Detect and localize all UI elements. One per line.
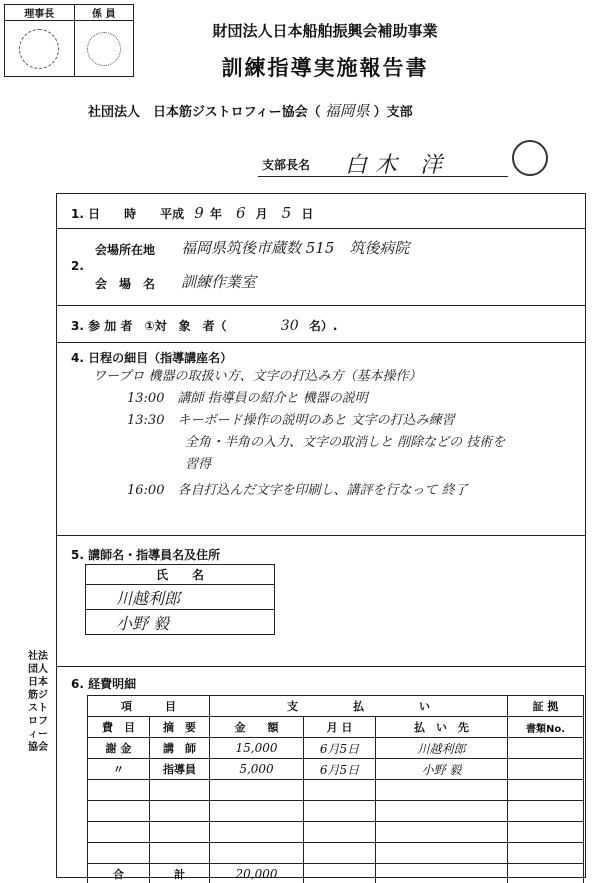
section-participants (56, 305, 586, 343)
approval-header-director: 理事長 (5, 5, 75, 21)
page-title: 訓練指導実施報告書 (221, 56, 429, 80)
branch-prefecture: 福岡県 (324, 102, 370, 120)
cell-date: 6月5日 (304, 738, 376, 759)
participants-count: 30 (280, 318, 299, 334)
section-instructors (56, 535, 586, 667)
total-row (88, 864, 584, 883)
instructor-name: 小野 毅 (86, 610, 275, 635)
date-month: 6 (236, 204, 246, 222)
expense-table (87, 695, 584, 883)
director-seal-cell (5, 21, 75, 77)
schedule-line: 習得 (185, 457, 212, 472)
approval-header-staff: 係 員 (74, 5, 133, 21)
cell-description: 講 師 (150, 738, 210, 759)
participants-unit: 名）. (308, 319, 338, 333)
personal-seal-icon (512, 140, 548, 176)
month-unit: 月 (255, 207, 268, 221)
venue-label: 会 場 名 (95, 277, 156, 291)
branch-head-name: 白木 洋 (345, 153, 450, 178)
section-expenses (56, 666, 586, 881)
header-payment: 支 払 い (210, 696, 508, 717)
header-evidence: 証 拠 (508, 696, 584, 717)
cell-payee: 小野 毅 (376, 759, 508, 780)
year-unit: 年 (209, 207, 222, 221)
subheader-amount: 金 額 (210, 717, 304, 738)
approval-box (4, 4, 134, 77)
total-label-2: 計 (150, 864, 210, 883)
organizer-line: 財団法人日本船舶振興会補助事業 (212, 22, 438, 40)
instructors-label: 5. 講師名・指導員名及住所 (71, 548, 221, 562)
staff-seal-icon (87, 32, 121, 66)
section-schedule (56, 342, 586, 536)
schedule-line: 16:00 各自打込んだ文字を印刷し、講評を行なって 終了 (127, 483, 468, 498)
total-amount: 20,000 (210, 864, 304, 883)
participants-label: 3. 参 加 者 ①対 象 者（ (71, 319, 227, 333)
table-row (88, 759, 584, 780)
cell-description: 指導員 (150, 759, 210, 780)
address-value: 福岡県筑後市蔵数 515 筑後病院 (181, 239, 410, 257)
subheader-category: 費 目 (88, 717, 150, 738)
subheader-payee: 払 い 先 (376, 717, 508, 738)
date-year: 9 (194, 204, 204, 222)
table-row-empty (88, 801, 584, 822)
cell-doc-no (508, 759, 584, 780)
instructor-name: 川越利郎 (86, 585, 275, 610)
staff-seal-cell (74, 21, 133, 77)
cell-payee: 川越利郎 (376, 738, 508, 759)
cell-amount: 15,000 (210, 738, 304, 759)
schedule-line: ワープロ 機器の取扱い方、文字の打込み方（基本操作） (93, 369, 422, 384)
table-row-empty (88, 822, 584, 843)
director-seal-icon (19, 29, 59, 69)
branch-head-underline (258, 176, 508, 177)
schedule-line: 全角・半角の入力、文字の取消しと 削除などの 技術を (185, 435, 506, 450)
association-line (88, 100, 413, 121)
side-association-label: 社法団人 日本筋ジストロフィー協会 (28, 651, 48, 753)
branch-head-label: 支部長名 (262, 158, 311, 172)
header-item: 項 目 (88, 696, 210, 717)
schedule-line: 13:00 講師 指導員の紹介と 機器の説明 (127, 391, 368, 406)
association-name: 社団法人 日本筋ジストロフィー協会（ (88, 105, 321, 120)
expenses-label: 6. 経費明細 (71, 677, 137, 691)
venue-value: 訓練作業室 (181, 273, 257, 291)
date-label: 1. 日 時 平成 (71, 207, 185, 221)
table-row-empty (88, 780, 584, 801)
participants-row (71, 317, 337, 334)
section-date (56, 193, 586, 229)
table-row-empty (88, 843, 584, 864)
venue-number: 2. (71, 259, 84, 273)
day-unit: 日 (301, 207, 314, 221)
association-suffix: ）支部 (373, 105, 413, 120)
table-row (88, 738, 584, 759)
cell-doc-no (508, 738, 584, 759)
instructor-table (85, 564, 275, 635)
subheader-description: 摘 要 (150, 717, 210, 738)
cell-date: 6月5日 (304, 759, 376, 780)
cell-amount: 5,000 (210, 759, 304, 780)
instructor-name-header: 氏 名 (86, 565, 275, 585)
schedule-line: 13:30 キーボード操作の説明のあと 文字の打込み練習 (127, 413, 455, 428)
total-label-1: 合 (88, 864, 150, 883)
date-row (71, 204, 313, 222)
subheader-doc-no: 書類No. (508, 717, 584, 738)
schedule-label: 4. 日程の細目（指導講座名） (71, 351, 233, 365)
cell-category: 謝 金 (88, 738, 150, 759)
address-label: 会場所在地 (95, 243, 156, 257)
section-venue (56, 228, 586, 306)
subheader-date: 月 日 (304, 717, 376, 738)
cell-category: 〃 (88, 759, 150, 780)
date-day: 5 (281, 204, 292, 222)
